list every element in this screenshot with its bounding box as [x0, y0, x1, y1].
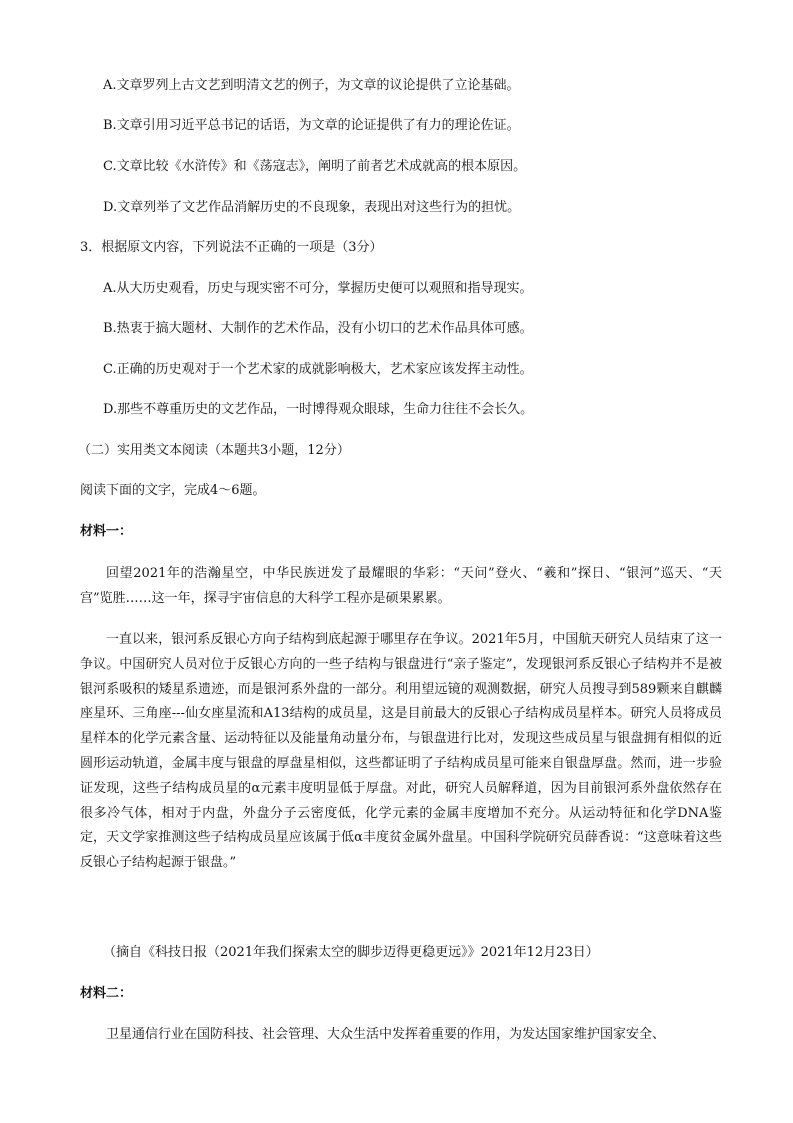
- q3-stem: 3．根据原文内容，下列说法不正确的一项是（3分）: [80, 240, 383, 255]
- material1-para2: 一直以来，银河系反银心方向子结构到底起源于哪里存在争议。2021年5月，中国航天研究人员结束了这一争议。中国研究人员对位于反银心方向的一些子结构与银盘进行“亲子鉴定”，发现银河系反银心子结构并不是被银河系吸积的矮星系遗迹，而是银河系外盘的一部分。利用望远镜的观测数据，研究人员搜寻到589颗来自麒麟座星环、三角座---仙女座星流和A13结构的成员星，这是目前最大的反银心子结构成员星样本。研究人员将成员星样本的化学元素含量、运动特征以及能量角动量分布，与银盘进行比对，发现这些成员星与银盘拥有相似的近圆形运动轨道，金属丰度与银盘的厚盘星相似，这些都证明了子结构成员星可能来自银盘厚盘。然而，进一步验证发现，这些子结构成员星的α元素丰度明显低于厚盘。对此，研究人员解释道，因为目前银河系外盘依然存在很多冷气体，相对于内盘，外盘分子云密度低，化学元素的金属丰度增加不充分。从运动特征和化学DNA鉴定，天文学家推测这些子结构成员星应该属于低α丰度贫金属外盘星。中国科学院研究员薛香说：“这意味着这些反银心子结构起源于银盘。”: [80, 632, 722, 871]
- material1-source: （摘自《科技日报（2021年我们探索太空的脚步迈得更稳更远》》2021年12月23日）: [103, 945, 599, 960]
- material1-para1: 回望2021年的浩瀚星空，中华民族迸发了最耀眼的华彩：“天问”登火、“羲和”探日、“银河”巡天、“天宫”览胜……这一年，探寻宇宙信息的大科学工程亦是硕果累累。: [80, 566, 722, 606]
- material2-title: 材料二：: [80, 986, 133, 1001]
- material1-title: 材料一：: [80, 524, 133, 539]
- q3-option-c: C.正确的历史观对于一个艺术家的成就影响极大，艺术家应该发挥主动性。: [103, 362, 533, 377]
- material2-para1: 卫星通信行业在国防科技、社会管理、大众生活中发挥着重要的作用，为发达国家维护国家安全、: [106, 1027, 666, 1042]
- q2-option-a: A.文章罗列上古文艺到明清文艺的例子，为文章的议论提供了立论基础。: [103, 78, 520, 93]
- section2-heading: （二）实用类文本阅读（本题共3小题，12分）: [78, 443, 350, 458]
- q3-option-d: D.那些不尊重历史的文艺作品，一时博得观众眼球，生命力往往不会长久。: [103, 402, 534, 417]
- q2-option-b: B.文章引用习近平总书记的话语，为文章的论证提供了有力的理论佐证。: [103, 118, 520, 133]
- q3-option-a: A.从大历史观看，历史与现实密不可分，掌握历史便可以观照和指导现实。: [103, 281, 533, 296]
- q3-option-b: B.热衷于搞大题材、大制作的艺术作品，没有小切口的艺术作品具体可感。: [103, 321, 533, 336]
- q2-option-c: C.文章比较《水浒传》和《荡寇志》，阐明了前者艺术成就高的根本原因。: [103, 159, 527, 174]
- q2-option-d: D.文章列举了文艺作品消解历史的不良现象，表现出对这些行为的担忧。: [103, 200, 521, 215]
- section2-instruction: 阅读下面的文字，完成4～6题。: [80, 483, 266, 498]
